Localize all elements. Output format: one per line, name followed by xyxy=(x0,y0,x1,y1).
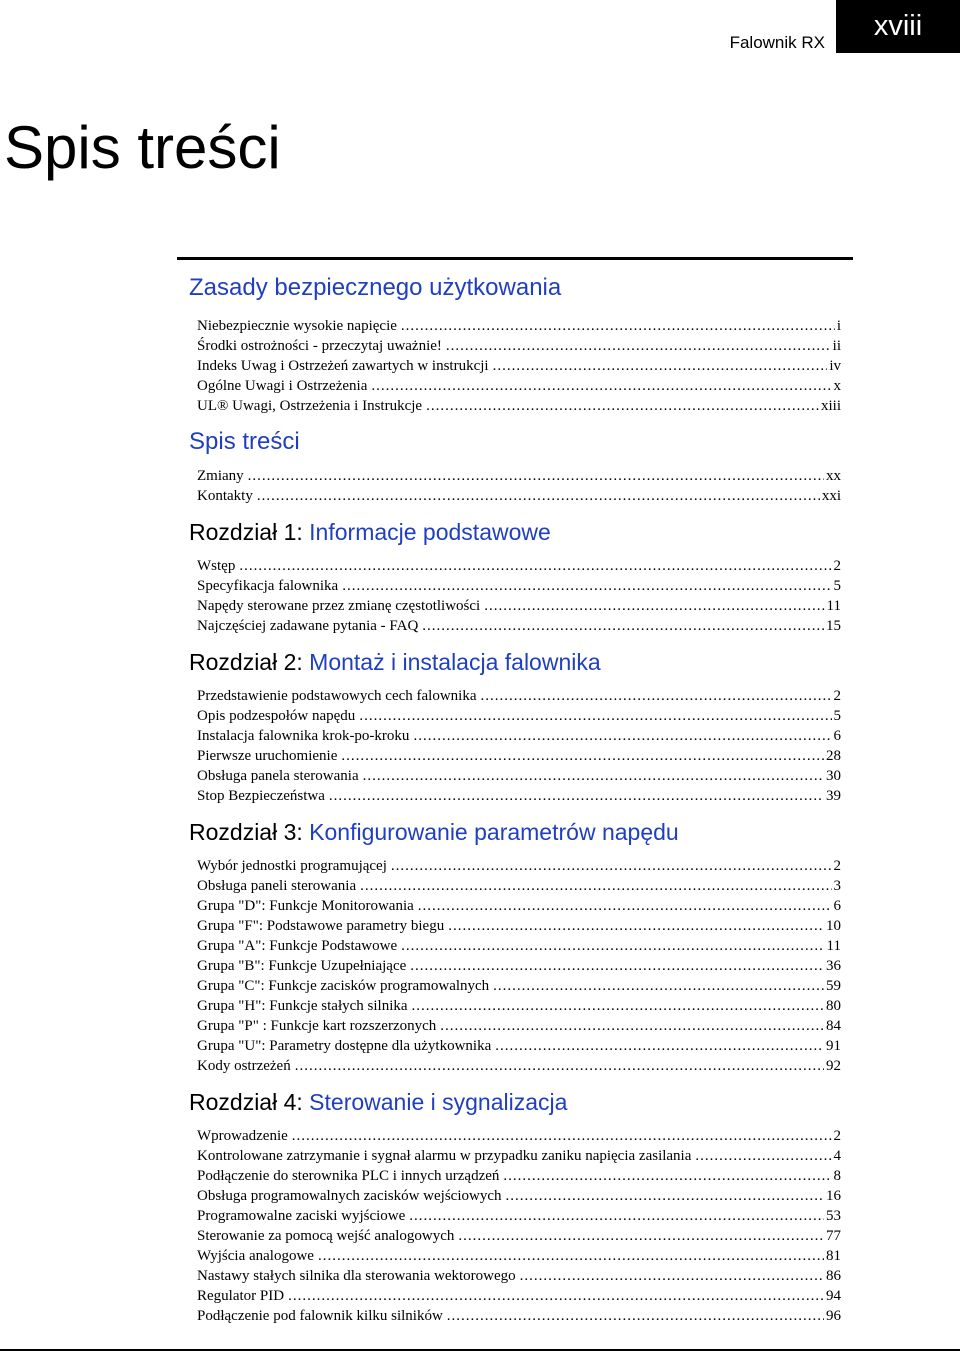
toc-entry[interactable] xyxy=(189,1166,841,1186)
dot-leader xyxy=(506,1186,825,1206)
toc-entry-page-number: 59 xyxy=(826,978,841,994)
toc-entry-label: Grupa "B": Funkcje Uzupełniające xyxy=(197,958,407,974)
toc-entry[interactable] xyxy=(189,486,841,506)
toc-entry-page-number: 5 xyxy=(833,708,841,724)
toc-entry-label: Grupa "C": Funkcje zacisków programowalnych xyxy=(197,978,490,994)
dot-leader xyxy=(418,896,832,916)
toc-entry-label: UL® Uwagi, Ostrzeżenia i Instrukcje xyxy=(197,398,423,414)
toc-entry[interactable] xyxy=(189,1226,841,1246)
section-title: Montaż i instalacja falownika xyxy=(309,649,601,675)
toc-entry-label: Stop Bezpieczeństwa xyxy=(197,788,325,804)
table-of-contents xyxy=(189,266,841,1326)
section-title: Zasady bezpiecznego użytkowania xyxy=(189,274,562,301)
toc-entry-label: Napędy sterowane przez zmianę częstotliwości xyxy=(197,598,481,614)
toc-entry-label: Obsługa programowalnych zacisków wejściowych xyxy=(197,1188,502,1204)
toc-entry-page-number: 80 xyxy=(826,998,841,1014)
toc-entry-page-number: x xyxy=(833,378,841,394)
toc-entry-label: Podłączenie pod falownik kilku silników xyxy=(197,1308,443,1324)
toc-entry-page-number: xx xyxy=(826,468,841,484)
dot-leader xyxy=(329,786,824,806)
toc-entry-label: Wprowadzenie xyxy=(197,1128,288,1144)
toc-entry-page-number: 2 xyxy=(833,558,841,574)
toc-entry[interactable] xyxy=(189,1286,841,1306)
toc-entry-label: Pierwsze uruchomienie xyxy=(197,748,338,764)
dot-leader xyxy=(412,996,824,1016)
toc-entry[interactable] xyxy=(189,686,841,706)
toc-entry-label: Opis podzespołów napędu xyxy=(197,708,356,724)
toc-entry-label: Podłączenie do sterownika PLC i innych urządzeń xyxy=(197,1168,500,1184)
toc-entry-page-number: xxi xyxy=(821,488,841,504)
toc-entry-page-number: 16 xyxy=(826,1188,841,1204)
toc-entry-label: Obsługa panela sterowania xyxy=(197,768,359,784)
toc-entry-page-number: 84 xyxy=(826,1018,841,1034)
dot-leader xyxy=(422,616,824,636)
dot-leader xyxy=(288,1286,824,1306)
running-header-title: Falownik RX xyxy=(729,33,825,52)
toc-entry[interactable] xyxy=(189,916,841,936)
toc-entry-label: Grupa "H": Funkcje stałych silnika xyxy=(197,998,408,1014)
dot-leader xyxy=(401,936,824,956)
toc-entry-label: Ogólne Uwagi i Ostrzeżenia xyxy=(197,378,368,394)
toc-entry[interactable] xyxy=(189,876,841,896)
toc-entry[interactable] xyxy=(189,616,841,636)
section-heading xyxy=(189,520,841,544)
toc-entry-label: Sterowanie za pomocą wejść analogowych xyxy=(197,1228,455,1244)
toc-entry-page-number: 2 xyxy=(833,1128,841,1144)
toc-entry-page-number: 5 xyxy=(833,578,841,594)
toc-entry[interactable] xyxy=(189,936,841,956)
dot-leader xyxy=(292,1126,832,1146)
toc-entry[interactable] xyxy=(189,1246,841,1266)
section-title: Spis treści xyxy=(189,428,300,455)
toc-entry-label: Wstęp xyxy=(197,558,236,574)
toc-entry-page-number: 86 xyxy=(826,1268,841,1284)
toc-entry-label: Obsługa paneli sterowania xyxy=(197,878,357,894)
chapter-prefix: Rozdział 4: xyxy=(189,1089,303,1115)
section-heading xyxy=(189,820,841,844)
toc-entry[interactable] xyxy=(189,1036,841,1056)
toc-entry[interactable] xyxy=(189,766,841,786)
dot-leader xyxy=(391,856,832,876)
chapter-prefix: Rozdział 2: xyxy=(189,649,303,675)
toc-entry-label: Wyjścia analogowe xyxy=(197,1248,314,1264)
dot-leader xyxy=(495,1036,824,1056)
toc-entry[interactable] xyxy=(189,1306,841,1326)
toc-entry[interactable] xyxy=(189,466,841,486)
dot-leader xyxy=(371,376,831,396)
dot-leader xyxy=(360,876,831,896)
toc-entry[interactable] xyxy=(189,1266,841,1286)
toc-entry-page-number: 96 xyxy=(826,1308,841,1324)
toc-entry[interactable] xyxy=(189,1056,841,1076)
toc-entry[interactable] xyxy=(189,726,841,746)
toc-entry-label: Zmiany xyxy=(197,468,244,484)
section-heading xyxy=(189,430,841,454)
toc-entry[interactable] xyxy=(189,596,841,616)
dot-leader xyxy=(446,336,831,356)
toc-entry-page-number: xiii xyxy=(820,398,841,414)
toc-entry-label: Regulator PID xyxy=(197,1288,285,1304)
dot-leader xyxy=(409,1206,824,1226)
toc-entry-page-number: 2 xyxy=(833,688,841,704)
toc-entry-page-number: 6 xyxy=(833,728,841,744)
toc-entry-label: Przedstawienie podstawowych cech falownika xyxy=(197,688,477,704)
toc-entry-label: Grupa "F": Podstawowe parametry biegu xyxy=(197,918,445,934)
section-heading xyxy=(189,276,841,300)
toc-entry[interactable] xyxy=(189,1126,841,1146)
toc-entry[interactable] xyxy=(189,896,841,916)
dot-leader xyxy=(440,1016,824,1036)
toc-entry-page-number: 10 xyxy=(826,918,841,934)
dot-leader xyxy=(484,596,824,616)
toc-entry[interactable] xyxy=(189,396,841,416)
section-title: Informacje podstawowe xyxy=(309,519,551,545)
toc-entry-page-number: 53 xyxy=(826,1208,841,1224)
toc-entry[interactable] xyxy=(189,996,841,1016)
toc-entry-page-number: ii xyxy=(832,338,841,354)
toc-entry-page-number: 15 xyxy=(826,618,841,634)
dot-leader xyxy=(413,726,831,746)
toc-entry-label: Wybór jednostki programującej xyxy=(197,858,387,874)
toc-entry-page-number: i xyxy=(836,318,841,334)
toc-entry[interactable] xyxy=(189,376,841,396)
toc-entry-page-number: 3 xyxy=(833,878,841,894)
dot-leader xyxy=(318,1246,824,1266)
toc-entry-page-number: 28 xyxy=(826,748,841,764)
toc-entry-label: Nastawy stałych silnika dla sterowania wektorowego xyxy=(197,1268,516,1284)
toc-entry-page-number: 94 xyxy=(826,1288,841,1304)
dot-leader xyxy=(401,316,835,336)
toc-entry[interactable] xyxy=(189,336,841,356)
chapter-prefix: Rozdział 1: xyxy=(189,519,303,545)
toc-entry-label: Indeks Uwag i Ostrzeżeń zawartych w instrukcji xyxy=(197,358,489,374)
toc-entry-label: Kontrolowane zatrzymanie i sygnał alarmu w przypadku zaniku napięcia zasilania xyxy=(197,1148,692,1164)
dot-leader xyxy=(257,486,820,506)
toc-entry-page-number: 91 xyxy=(826,1038,841,1054)
toc-entry-page-number: 8 xyxy=(833,1168,841,1184)
toc-entry-label: Grupa "U": Parametry dostępne dla użytkownika xyxy=(197,1038,492,1054)
toc-entry-page-number: 92 xyxy=(826,1058,841,1074)
toc-entry[interactable] xyxy=(189,706,841,726)
toc-entry[interactable] xyxy=(189,746,841,766)
dot-leader xyxy=(410,956,824,976)
toc-entry-label: Grupa "D": Funkcje Monitorowania xyxy=(197,898,414,914)
toc-entry-label: Specyfikacja falownika xyxy=(197,578,339,594)
dot-leader xyxy=(363,766,824,786)
toc-entry[interactable] xyxy=(189,786,841,806)
toc-entry-page-number: 77 xyxy=(826,1228,841,1244)
toc-entry-label: Instalacja falownika krok-po-kroku xyxy=(197,728,410,744)
toc-entry-label: Kody ostrzeżeń xyxy=(197,1058,291,1074)
dot-leader xyxy=(359,706,831,726)
toc-entry-page-number: 6 xyxy=(833,898,841,914)
toc-entry-label: Niebezpiecznie wysokie napięcie xyxy=(197,318,397,334)
toc-entry[interactable] xyxy=(189,1206,841,1226)
toc-entry[interactable] xyxy=(189,356,841,376)
section-title: Konfigurowanie parametrów napędu xyxy=(309,819,679,845)
toc-entry-page-number: 39 xyxy=(826,788,841,804)
dot-leader xyxy=(447,1306,824,1326)
dot-leader xyxy=(458,1226,824,1246)
toc-entry[interactable] xyxy=(189,1186,841,1206)
toc-entry[interactable] xyxy=(189,556,841,576)
toc-entry-page-number: 11 xyxy=(826,598,841,614)
dot-leader xyxy=(248,466,824,486)
toc-entry-page-number: 4 xyxy=(833,1148,841,1164)
dot-leader xyxy=(695,1146,831,1166)
section-heading xyxy=(189,1090,841,1114)
page-title: Spis treści xyxy=(4,114,281,181)
toc-entry[interactable] xyxy=(189,576,841,596)
dot-leader xyxy=(481,686,832,706)
toc-entry-label: Środki ostrożności - przeczytaj uważnie! xyxy=(197,338,442,354)
dot-leader xyxy=(342,576,831,596)
toc-entry-label: Grupa "A": Funkcje Podstawowe xyxy=(197,938,398,954)
toc-entry-label: Programowalne zaciski wyjściowe xyxy=(197,1208,406,1224)
toc-entry[interactable] xyxy=(189,316,841,336)
dot-leader xyxy=(448,916,824,936)
dot-leader xyxy=(503,1166,831,1186)
section-heading xyxy=(189,650,841,674)
toc-entry-page-number: 81 xyxy=(826,1248,841,1264)
section-title: Sterowanie i sygnalizacja xyxy=(309,1089,568,1115)
toc-entry-page-number: 30 xyxy=(826,768,841,784)
dot-leader xyxy=(239,556,831,576)
toc-entry-page-number: 2 xyxy=(833,858,841,874)
dot-leader xyxy=(520,1266,824,1286)
dot-leader xyxy=(295,1056,824,1076)
dot-leader xyxy=(493,976,824,996)
toc-entry-label: Grupa "P" : Funkcje kart rozszerzonych xyxy=(197,1018,437,1034)
dot-leader xyxy=(341,746,824,766)
toc-entry-page-number: 36 xyxy=(826,958,841,974)
toc-entry[interactable] xyxy=(189,856,841,876)
toc-entry[interactable] xyxy=(189,976,841,996)
chapter-prefix: Rozdział 3: xyxy=(189,819,303,845)
bottom-divider xyxy=(0,1349,960,1351)
toc-entry-page-number: 11 xyxy=(826,938,841,954)
dot-leader xyxy=(426,396,819,416)
toc-entry[interactable] xyxy=(189,956,841,976)
toc-entry-page-number: iv xyxy=(829,358,841,374)
toc-entry[interactable] xyxy=(189,1146,841,1166)
toc-entry-label: Najczęściej zadawane pytania - FAQ xyxy=(197,618,419,634)
toc-entry-label: Kontakty xyxy=(197,488,253,504)
toc-entry[interactable] xyxy=(189,1016,841,1036)
dot-leader xyxy=(493,356,828,376)
top-divider xyxy=(177,257,853,260)
page-number-badge: xviii xyxy=(836,0,960,53)
